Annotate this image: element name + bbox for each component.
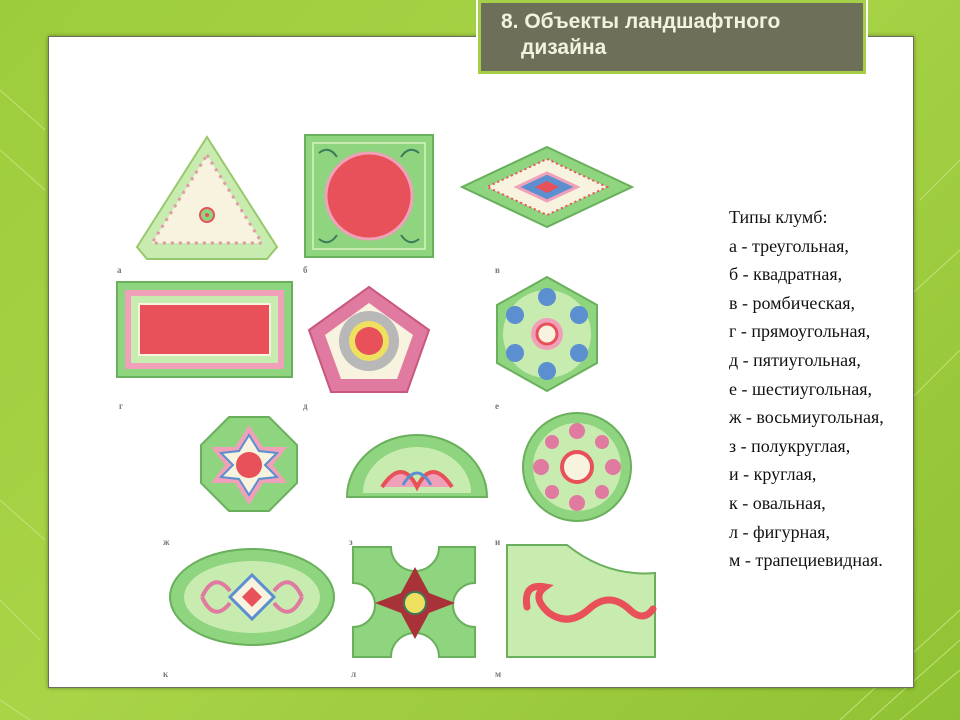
figure-label-b: б — [303, 265, 308, 275]
caption-item: е - шестиугольная, — [729, 378, 873, 399]
figure-label-a: а — [117, 265, 122, 275]
figure-label-z: з — [349, 537, 353, 547]
figure-label-k: к — [163, 669, 169, 679]
caption-item: л - фигурная, — [729, 521, 831, 542]
caption-item: в - ромбическая, — [729, 292, 856, 313]
circular-flowerbed — [523, 413, 631, 521]
rectangular-flowerbed — [117, 282, 292, 377]
caption-item: ж - восьмиугольная, — [729, 407, 884, 428]
figure-label-l: л — [351, 669, 357, 679]
figure-label-i: и — [495, 537, 501, 547]
octagonal-flowerbed — [201, 417, 297, 511]
slide-title — [501, 9, 861, 61]
caption-item: г - прямоугольная, — [729, 321, 871, 342]
rhombic-flowerbed — [462, 147, 632, 227]
figure-label-g: г — [119, 401, 124, 411]
caption-item: м - трапециевидная. — [729, 550, 883, 571]
trapezoidal-flowerbed — [507, 545, 655, 657]
figure-label-zh: ж — [163, 537, 170, 547]
caption-item: д - пятиугольная, — [729, 349, 861, 370]
slide-panel — [48, 36, 914, 688]
flowerbed-figures — [107, 127, 687, 687]
figure-label-d: д — [303, 401, 308, 411]
flowerbed-types-caption — [729, 203, 959, 575]
oval-flowerbed — [170, 549, 334, 645]
title-line-1: 8. Объекты ландшафтного — [501, 10, 781, 33]
title-line-2: дизайна — [521, 36, 607, 59]
caption-item: з - полукруглая, — [729, 435, 851, 456]
pentagonal-flowerbed — [309, 287, 429, 392]
figure-label-v: в — [495, 265, 500, 275]
semicircular-flowerbed — [347, 435, 487, 497]
caption-item: к - овальная, — [729, 492, 826, 513]
caption-item: а - треугольная, — [729, 235, 849, 256]
triangular-flowerbed — [137, 137, 277, 259]
caption-item: и - круглая, — [729, 464, 817, 485]
figured-flowerbed — [353, 547, 475, 657]
square-flowerbed — [305, 135, 433, 257]
caption-item: б - квадратная, — [729, 264, 843, 285]
figure-label-e: е — [495, 401, 499, 411]
title-box — [478, 0, 866, 74]
hexagonal-flowerbed — [497, 277, 597, 391]
caption-heading: Типы клумб: — [729, 207, 828, 227]
figure-label-m: м — [495, 669, 502, 679]
